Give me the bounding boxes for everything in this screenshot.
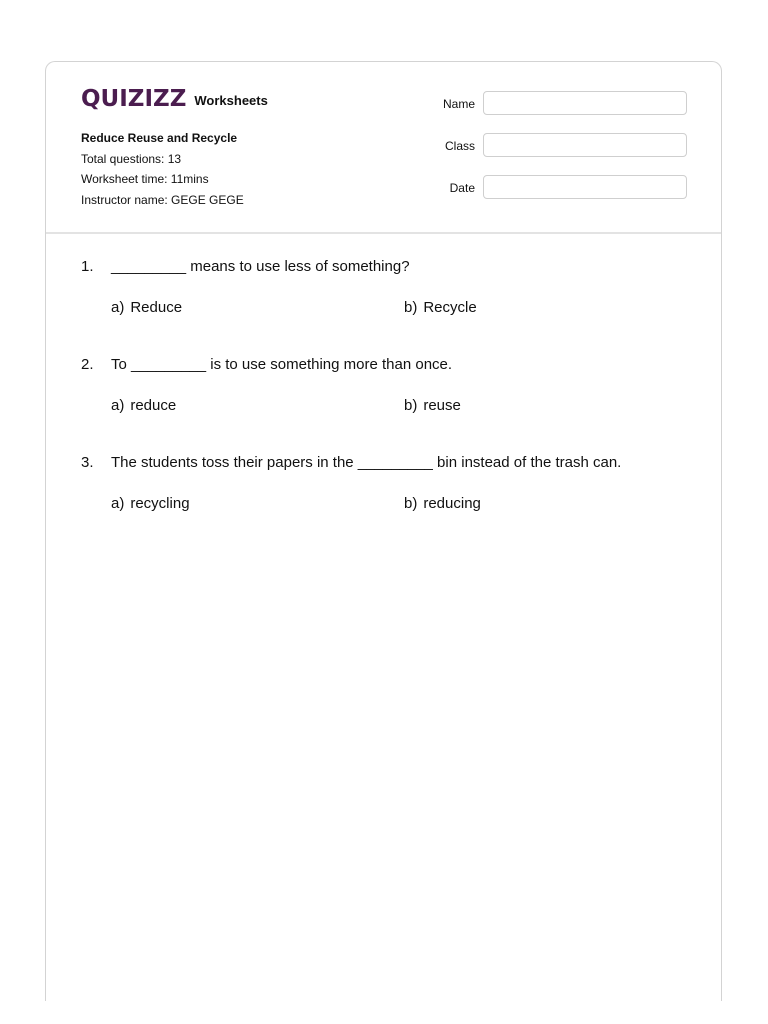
total-questions: Total questions: 13	[81, 151, 182, 166]
question-item	[81, 454, 701, 552]
date-label: Date	[449, 181, 475, 195]
name-field-row	[426, 91, 688, 116]
answer-option-a[interactable]	[111, 299, 182, 316]
option-text: reduce	[130, 397, 177, 414]
quizizz-logo: QUIZIZZ	[81, 86, 187, 112]
worksheet-header	[46, 62, 721, 234]
question-number: 3.	[81, 454, 94, 471]
question-text: _________ means to use less of something?	[111, 258, 410, 275]
answer-option-b[interactable]	[404, 397, 461, 414]
question-number: 2.	[81, 356, 94, 373]
worksheet-meta	[81, 128, 244, 210]
name-label: Name	[442, 97, 475, 111]
option-letter: b)	[404, 397, 418, 414]
question-item	[81, 356, 701, 454]
option-letter: a)	[111, 397, 125, 414]
name-input[interactable]	[483, 91, 687, 115]
option-text: recycling	[130, 495, 190, 512]
class-label: Class	[444, 139, 475, 153]
question-item	[81, 258, 701, 356]
option-letter: b)	[404, 495, 418, 512]
option-letter: a)	[111, 495, 125, 512]
option-text: Recycle	[423, 299, 477, 316]
question-number: 1.	[81, 258, 94, 275]
question-text: The students toss their papers in the _________ bin instead of the trash can.	[111, 454, 622, 471]
option-letter: b)	[404, 299, 418, 316]
answer-option-b[interactable]	[404, 299, 477, 316]
worksheet-title: Reduce Reuse and Recycle	[81, 131, 238, 145]
answer-option-a[interactable]	[111, 397, 176, 414]
worksheet-time: Worksheet time: 11mins	[81, 172, 209, 186]
option-text: Reduce	[130, 299, 183, 316]
answer-option-b[interactable]	[404, 495, 481, 512]
option-text: reducing	[423, 495, 481, 512]
question-list	[81, 258, 701, 552]
date-field-row	[426, 175, 688, 200]
instructor-name: Instructor name: GEGE GEGE	[81, 192, 244, 207]
brand-suffix: Worksheets	[194, 92, 268, 108]
answer-option-a[interactable]	[111, 495, 190, 512]
student-info-fields	[426, 91, 688, 217]
question-text: To _________ is to use something more than once.	[111, 356, 453, 373]
class-input[interactable]	[483, 133, 687, 157]
class-field-row	[426, 133, 688, 158]
brand	[81, 86, 268, 112]
option-letter: a)	[111, 299, 125, 316]
date-input[interactable]	[483, 175, 687, 199]
worksheet-page	[45, 61, 722, 1001]
option-text: reuse	[423, 397, 461, 414]
